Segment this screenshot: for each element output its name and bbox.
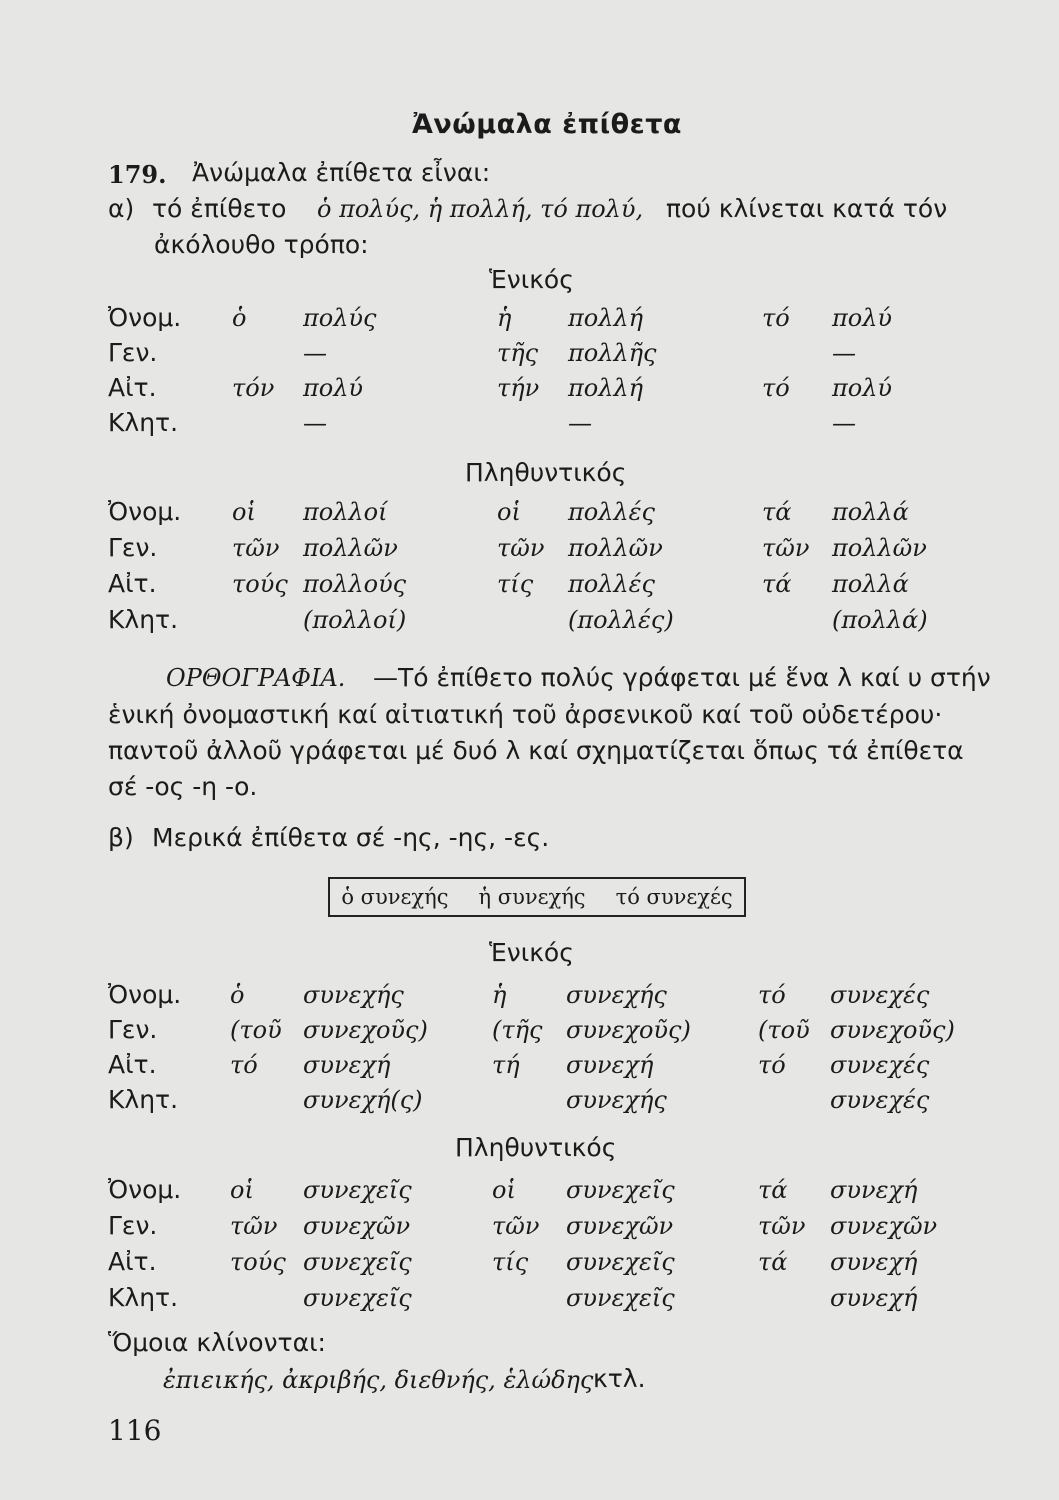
item-a-forms: ὁ πολύς, ἡ πολλή, τό πολύ, <box>317 195 644 223</box>
cell-n: πολλῶν <box>832 534 927 562</box>
cell-case: Γεν. <box>108 338 158 367</box>
cell-m-art: οἱ <box>230 1176 254 1204</box>
cell-n-art: (τοῦ <box>758 1016 810 1044</box>
polys-singular-heading: Ἑνικός <box>489 265 574 294</box>
cell-n: συνεχές <box>830 981 930 1009</box>
cell-m: συνεχεῖς <box>303 1248 412 1276</box>
cell-n-art: τῶν <box>762 534 810 562</box>
orthography-line4: σέ -ος -η -ο. <box>108 772 258 801</box>
cell-m: συνεχοῦς) <box>303 1016 428 1044</box>
cell-case: Κλητ. <box>108 1283 179 1312</box>
section-intro: Ἀνώμαλα ἐπίθετα εἶναι: <box>192 158 491 187</box>
cell-m: συνεχεῖς <box>303 1176 412 1204</box>
cell-m: συνεχεῖς <box>303 1284 412 1312</box>
cell-m: συνεχῶν <box>303 1212 411 1240</box>
cell-case: Αἰτ. <box>108 569 157 598</box>
section-number: 179. <box>108 160 167 189</box>
cell-f: πολλές <box>568 570 655 598</box>
cell-m-art: τούς <box>230 1248 286 1276</box>
box-masculine: ὁ συνεχής <box>341 885 449 909</box>
cell-m-art: τόν <box>232 374 275 402</box>
cell-m: — <box>303 409 327 437</box>
cell-f-art: τίς <box>492 1248 529 1276</box>
cell-m-art: τούς <box>232 570 288 598</box>
cell-f: πολλή <box>568 304 644 332</box>
cell-case: Αἰτ. <box>108 1247 157 1276</box>
similar-suffix: κτλ. <box>593 1364 646 1393</box>
box-neuter: τό συνεχές <box>615 885 733 909</box>
cell-f-art: οἱ <box>492 1176 516 1204</box>
cell-n-art: τό <box>762 374 790 402</box>
cell-n: πολλά <box>832 498 909 526</box>
cell-case: Ὀνομ. <box>108 303 182 332</box>
cell-n-art: τά <box>762 570 792 598</box>
cell-case: Αἰτ. <box>108 1050 157 1079</box>
cell-n: συνεχή <box>830 1284 918 1312</box>
cell-f: συνεχεῖς <box>566 1248 675 1276</box>
cell-f: πολλή <box>568 374 644 402</box>
cell-case: Γεν. <box>108 1015 158 1044</box>
cell-f-art: τῆς <box>497 339 539 367</box>
cell-n: συνεχή <box>830 1176 918 1204</box>
synechis-forms-box <box>328 877 746 917</box>
cell-f-art: (τῆς <box>492 1016 543 1044</box>
synechis-plural-heading: Πληθυντικός <box>455 1133 617 1162</box>
page-number: 116 <box>108 1414 162 1447</box>
cell-m-art: τῶν <box>230 1212 278 1240</box>
similar-heading: Ὅμοια κλίνονται: <box>108 1328 326 1357</box>
cell-n: — <box>832 409 856 437</box>
polys-plural-heading: Πληθυντικός <box>465 458 627 487</box>
cell-f-art: τή <box>492 1051 520 1079</box>
cell-n: συνεχές <box>830 1051 930 1079</box>
cell-n: συνεχοῦς) <box>830 1016 955 1044</box>
cell-m: πολλῶν <box>303 534 398 562</box>
cell-case: Ὀνομ. <box>108 980 182 1009</box>
cell-n: — <box>832 339 856 367</box>
cell-f: συνεχής <box>566 1086 667 1114</box>
cell-n: (πολλά) <box>832 606 928 634</box>
orthography-line1: —Τό ἐπίθετο πολύς γράφεται μέ ἕνα λ καί υ στήν <box>373 663 991 692</box>
similar-words: ἐπιεικής, ἀκριβής, διεθνής, ἑλώδης <box>163 1366 594 1394</box>
cell-f-art: οἱ <box>497 498 521 526</box>
orthography-line3: παντοῦ ἀλλοῦ γράφεται μέ δυό λ καί σχηματίζεται ὅπως τά ἐπίθετα <box>108 736 964 765</box>
cell-f: συνεχεῖς <box>566 1284 675 1312</box>
cell-m-art: ὁ <box>230 981 245 1009</box>
item-a-prefix: τό ἐπίθετο <box>152 194 287 223</box>
cell-f: (πολλές) <box>568 606 674 634</box>
cell-f-art: τῶν <box>497 534 545 562</box>
cell-n: συνεχή <box>830 1248 918 1276</box>
cell-case: Κλητ. <box>108 605 179 634</box>
cell-n-art: τῶν <box>758 1212 806 1240</box>
item-a-line2: ἀκόλουθο τρόπο: <box>154 230 369 259</box>
cell-m-art: (τοῦ <box>230 1016 282 1044</box>
cell-m-art: ὁ <box>232 304 247 332</box>
cell-f: συνεχεῖς <box>566 1176 675 1204</box>
cell-n-art: τό <box>762 304 790 332</box>
cell-f: συνεχή <box>566 1051 654 1079</box>
cell-m: συνεχή(ς) <box>303 1086 423 1114</box>
cell-m: πολλοί <box>303 498 388 526</box>
cell-m: πολύ <box>303 374 364 402</box>
cell-n: πολύ <box>832 374 893 402</box>
cell-m: (πολλοί) <box>303 606 407 634</box>
item-a-label: α) <box>108 194 135 223</box>
cell-m-art: τό <box>230 1051 258 1079</box>
item-b-label: β) <box>108 823 134 852</box>
cell-f: πολλῶν <box>568 534 663 562</box>
cell-m-art: τῶν <box>232 534 280 562</box>
cell-case: Ὀνομ. <box>108 497 182 526</box>
box-feminine: ἡ συνεχής <box>478 885 586 909</box>
cell-f-art: ἡ <box>492 981 507 1009</box>
cell-f-art: ἡ <box>497 304 512 332</box>
cell-f: πολλές <box>568 498 655 526</box>
cell-f: συνεχῶν <box>566 1212 674 1240</box>
cell-m: πολύς <box>303 304 377 332</box>
cell-n-art: τά <box>758 1248 788 1276</box>
cell-f: συνεχής <box>566 981 667 1009</box>
orthography-line2: ἑνική ὀνομαστική καί αἰτιατική τοῦ ἀρσενικοῦ καί τοῦ οὐδετέρου· <box>108 700 943 729</box>
page-title: Ἀνώμαλα ἐπίθετα <box>412 109 682 140</box>
cell-n: πολλά <box>832 570 909 598</box>
cell-n: συνεχές <box>830 1086 930 1114</box>
cell-m: — <box>303 339 327 367</box>
cell-n: συνεχῶν <box>830 1212 938 1240</box>
orthography-label: ΟΡΘΟΓΡΑΦΙΑ. <box>166 664 346 692</box>
cell-m: συνεχής <box>303 981 404 1009</box>
cell-m: πολλούς <box>303 570 407 598</box>
cell-n-art: τά <box>758 1176 788 1204</box>
cell-f: συνεχοῦς) <box>566 1016 691 1044</box>
cell-n: πολύ <box>832 304 893 332</box>
cell-f: — <box>568 409 592 437</box>
cell-f: πολλῆς <box>568 339 657 367</box>
cell-f-art: τῶν <box>492 1212 540 1240</box>
cell-m: συνεχή <box>303 1051 391 1079</box>
synechis-singular-heading: Ἑνικός <box>489 938 574 967</box>
cell-case: Ὀνομ. <box>108 1175 182 1204</box>
cell-case: Κλητ. <box>108 1085 179 1114</box>
cell-case: Αἰτ. <box>108 373 157 402</box>
cell-f-art: τίς <box>497 570 534 598</box>
cell-case: Γεν. <box>108 1211 158 1240</box>
cell-case: Γεν. <box>108 533 158 562</box>
cell-f-art: τήν <box>497 374 540 402</box>
cell-case: Κλητ. <box>108 408 179 437</box>
cell-n-art: τό <box>758 981 786 1009</box>
cell-n-art: τά <box>762 498 792 526</box>
item-b-text: Μερικά ἐπίθετα σέ -ης, -ης, -ες. <box>152 823 550 852</box>
cell-m-art: οἱ <box>232 498 256 526</box>
cell-n-art: τό <box>758 1051 786 1079</box>
item-a-suffix: πού κλίνεται κατά τόν <box>666 194 948 223</box>
